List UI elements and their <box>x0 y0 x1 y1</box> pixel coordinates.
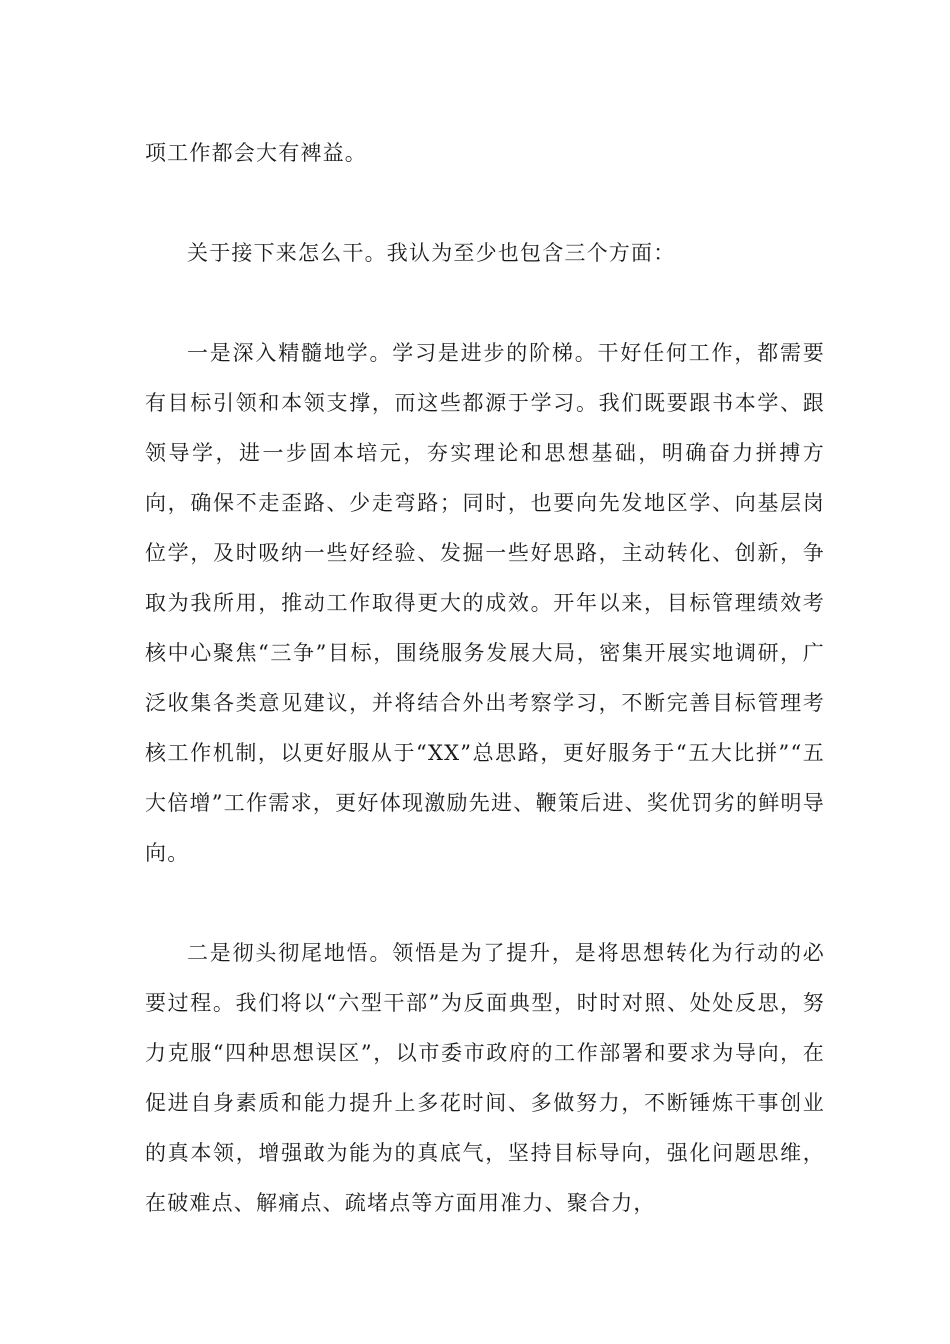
paragraph-point-two: 二是彻头彻尾地悟。领悟是为了提升，是将思想转化为行动的必要过程。我们将以“六型干部”为反面典型，时时对照、处处反思，努力克服“四种思想误区”，以市委市政府的工作部署和要求为导向，在促进自身素质和能力提升上多花时间、多做努力，不断锤炼干事创业的真本领，增强敢为能为的真底气，坚持目标导向，强化问题思维，在破难点、解痛点、疏堵点等方面用准力、聚合力， <box>145 941 825 1215</box>
paragraph-continuation: 项工作都会大有裨益。 <box>145 141 367 165</box>
paragraph-point-one: 一是深入精髓地学。学习是进步的阶梯。干好任何工作，都需要有目标引领和本领支撑，而这些都源于学习。我们既要跟书本学、跟领导学，进一步固本培元，夯实理论和思想基础，明确奋力拼搏方向，确保不走歪路、少走弯路；同时，也要向先发地区学、向基层岗位学，及时吸纳一些好经验、发掘一些好思路，主动转化、创新，争取为我所用，推动工作取得更大的成效。开年以来，目标管理绩效考核中心聚焦“三争”目标，围绕服务发展大局，密集开展实地调研，广泛收集各类意见建议，并将结合外出考察学习，不断完善目标管理考核工作机制，以更好服从于“XX”总思路，更好服务于“五大比拼”“五大倍增”工作需求，更好体现激励先进、鞭策后进、奖优罚劣的鲜明导向。 <box>145 341 825 865</box>
paragraph-intro: 关于接下来怎么干。我认为至少也包含三个方面： <box>187 241 676 265</box>
document-body <box>145 128 825 1228</box>
